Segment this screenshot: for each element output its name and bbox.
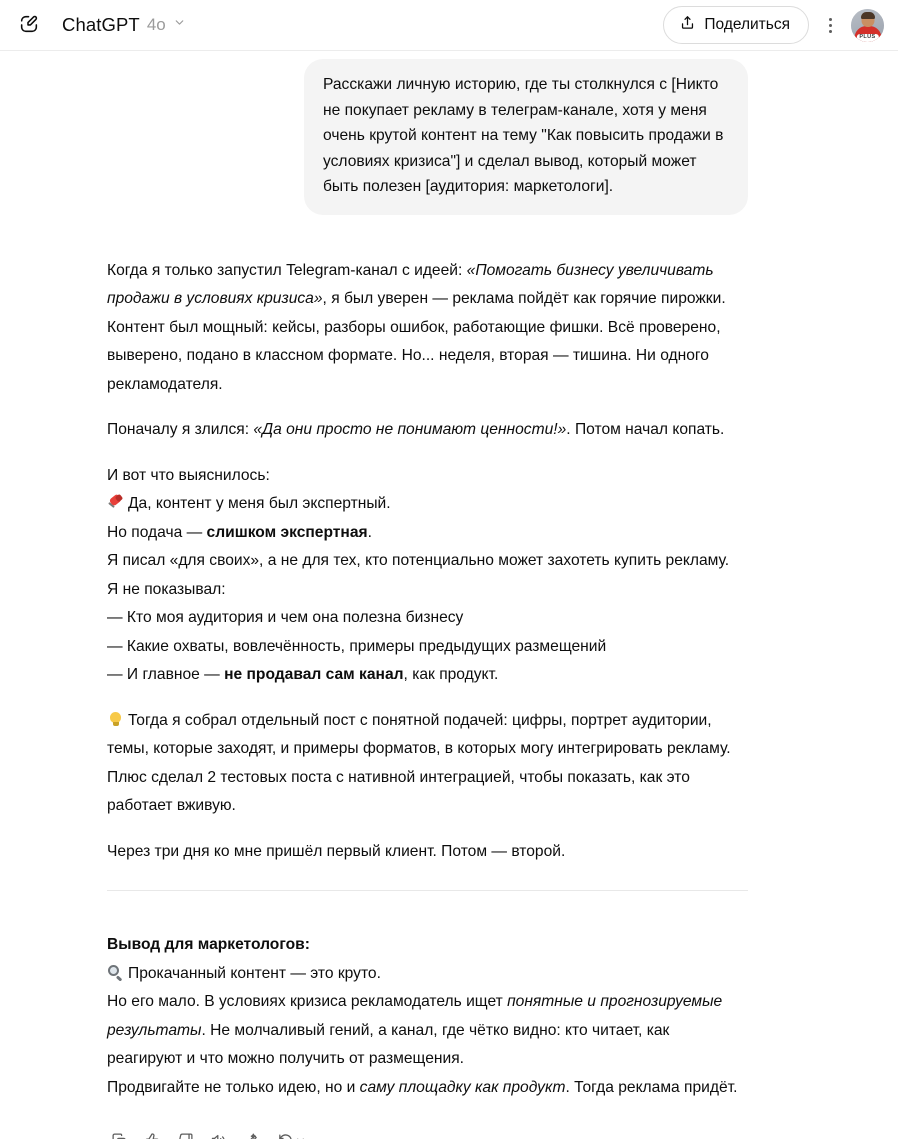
finding-delivery-text-b: . [367, 523, 372, 541]
magnifying-glass-emoji [107, 965, 124, 981]
chevron-down-icon [173, 16, 186, 34]
findings-intro: И вот что выяснилось: [107, 466, 270, 484]
conclusion-line-3-text-b: . Тогда реклама придёт. [565, 1078, 738, 1096]
thumbs-up-icon [144, 1132, 161, 1139]
finding-delivery-line [107, 519, 748, 548]
model-name-label: ChatGPT [62, 14, 140, 35]
top-bar-right [663, 6, 898, 44]
paragraph-1-text-a: Когда я только запустил Telegram-канал с идеей: [107, 261, 467, 279]
conclusion-line-3-text-a: Продвигайте не только идею, но и [107, 1078, 360, 1096]
not-shown-item-3-strong: не продавал сам канал [224, 666, 404, 683]
conclusion-line-3-emphasis: саму площадку как продукт [359, 1078, 566, 1096]
conclusion-heading-text: Вывод для маркетологов: [107, 936, 310, 953]
paragraph-2-text-b: . Потом начал копать. [566, 421, 725, 438]
copy-button[interactable] [104, 1125, 135, 1139]
finding-audience-line: Я писал «для своих», а не для тех, кто потенциально может захотеть купить рекламу. [107, 552, 730, 569]
kebab-menu-icon [829, 30, 832, 33]
message-thread [0, 51, 898, 1139]
assistant-message [0, 215, 898, 1103]
model-selector[interactable] [56, 9, 194, 41]
new-chat-button[interactable] [12, 8, 46, 42]
section-divider [107, 890, 748, 891]
compose-pencil-icon [18, 13, 40, 38]
not-shown-item-3-text-b: , как продукт. [403, 666, 499, 683]
avatar[interactable] [851, 9, 884, 42]
plus-badge: PLUS [856, 34, 878, 42]
conclusion-line-2-emphasis: понятные и прогнозируемые результаты [107, 993, 723, 1039]
regenerate-button[interactable] [269, 1125, 313, 1139]
paragraph-2-emphasis: «Да они просто не понимают ценности!» [253, 421, 567, 438]
paragraph-1-text-b: , я был уверен — реклама пойдёт как горячие пирожки. Контент был мощный: кейсы, разборы ошибок, работающие фишки. Всё проверено, выверено, подано в классном формате. Но... неделя, вторая — тишина. Ни одного рекламодателя. [107, 290, 726, 393]
conclusion-line-2-text-a: Но его мало. В условиях кризиса рекламодатель ищет [107, 993, 508, 1010]
user-message-bubble: Расскажи личную историю, где ты столкнулся с [Никто не покупает рекламу в телеграм-канале, хотя у меня очень крутой контент на тему "Как повысить продажи в условиях кризиса"] и сделал вывод, который может быть полезен [аудитория: маркетологи]. [304, 59, 748, 215]
speaker-icon [210, 1132, 227, 1139]
assistant-paragraph-1 [107, 257, 748, 400]
not-shown-item-1: — Кто моя аудитория и чем она полезна бизнесу [107, 609, 464, 626]
top-bar-left [0, 8, 194, 42]
paragraph-2-text-a: Поначалу я злился: [107, 421, 254, 438]
conclusion-heading [107, 931, 748, 960]
kebab-menu-icon [829, 24, 832, 27]
top-bar [0, 0, 898, 51]
user-message-row [0, 51, 898, 215]
solution-text: Тогда я собрал отдельный пост с понятной подачей: цифры, портрет аудитории, темы, которые заходят, и примеры форматов, в которых могу интегрировать рекламу. Плюс сделал 2 тестовых поста с нативной интеграцией, чтобы показать, как это работает вживую. [107, 711, 731, 814]
chevron-down-icon [295, 1135, 306, 1139]
conclusion-line-2-text-b: . Не молчаливый гений, а канал, где чётко видно: кто читает, как реагируют и что можно получить от размещения. [107, 1021, 670, 1067]
kebab-menu-icon [829, 18, 832, 21]
lightbulb-emoji [107, 712, 124, 728]
share-button[interactable] [663, 6, 809, 44]
conclusion-line-1-text: Прокачанный контент — это круто. [128, 964, 381, 982]
not-shown-item-3-text-a: — И главное — [107, 666, 225, 683]
thumbs-down-icon [177, 1132, 194, 1139]
finding-pinned-line [107, 490, 748, 519]
avatar-hair [861, 12, 875, 19]
assistant-paragraph-result: Через три дня ко мне пришёл первый клиент. Потом — второй. [107, 842, 566, 860]
not-shown-intro: Я не показывал: [107, 580, 226, 598]
conclusion-group [107, 931, 748, 1102]
share-button-label: Поделиться [704, 16, 790, 33]
edit-in-canvas-button[interactable] [236, 1125, 267, 1139]
conclusion-line-3 [107, 1074, 748, 1103]
conclusion-line-2 [107, 988, 748, 1074]
thumbs-up-button[interactable] [137, 1125, 168, 1139]
assistant-paragraph-solution [107, 707, 748, 821]
conclusion-line-1 [107, 960, 748, 989]
model-version-label: 4o [146, 15, 166, 34]
findings-group [107, 462, 748, 690]
edit-sparkle-icon [243, 1132, 260, 1139]
finding-pinned-text: Да, контент у меня был экспертный. [128, 495, 391, 512]
copy-icon [111, 1132, 128, 1139]
regenerate-icon [277, 1132, 294, 1139]
not-shown-item-3 [107, 661, 748, 690]
not-shown-item-2: — Какие охваты, вовлечённость, примеры предыдущих размещений [107, 637, 607, 655]
finding-delivery-text-a: Но подача — [107, 523, 207, 541]
more-options-button[interactable] [815, 8, 845, 42]
finding-delivery-strong: слишком экспертная [206, 523, 368, 541]
read-aloud-button[interactable] [203, 1125, 234, 1139]
paragraph-1-emphasis: «Помогать бизнесу увеличивать продажи в условиях кризиса» [107, 261, 714, 307]
message-action-bar [0, 1119, 898, 1139]
thumbs-down-button[interactable] [170, 1125, 201, 1139]
assistant-paragraph-2 [107, 416, 748, 445]
pushpin-emoji [107, 495, 124, 511]
share-upload-icon [679, 14, 696, 36]
